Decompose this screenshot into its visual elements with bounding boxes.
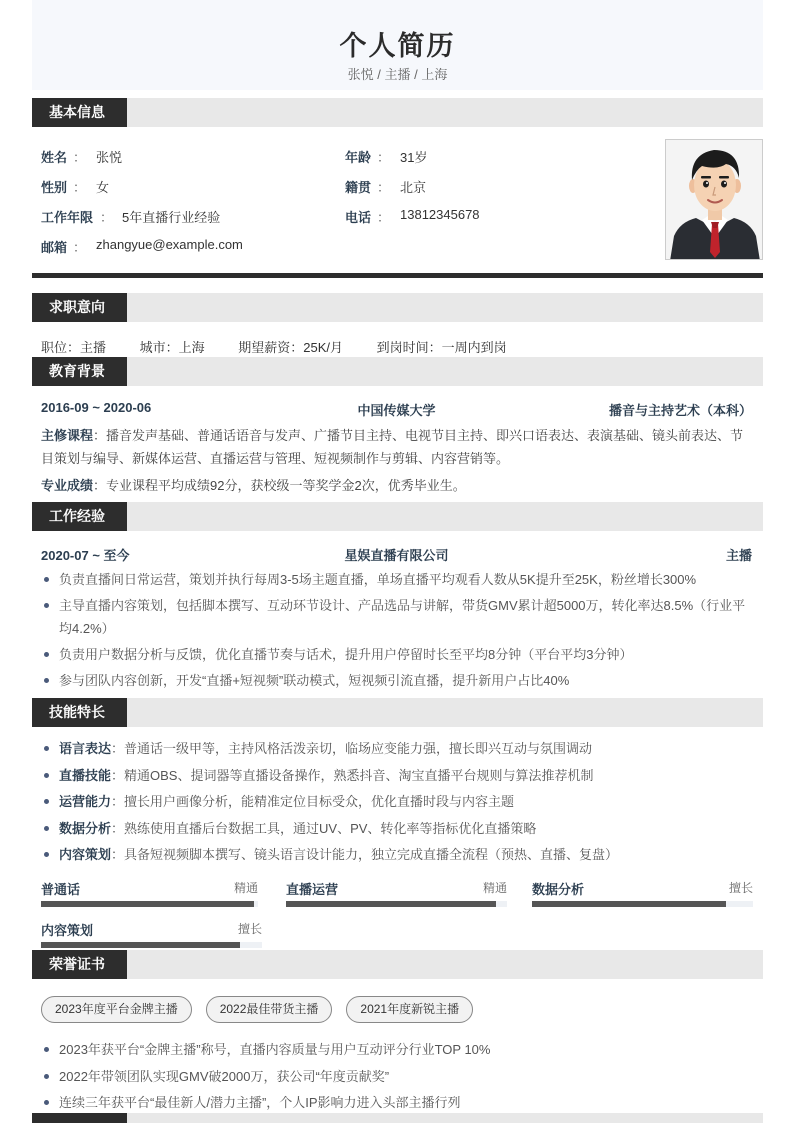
- courses-text: ：播音发声基础、普通话语音与发声、广播节目主持、电视节目主持、即兴口语表达、表演基础、镜头前表达、节目策划与编导、新媒体运营、直播运营与管理、短视频制作与剪辑、内容营销等。: [41, 428, 744, 466]
- education-school: 中国传媒大学: [357, 403, 436, 418]
- list-item: [41, 843, 755, 866]
- list-item: 主导直播内容策划，包括脚本撰写、互动环节设计、产品选品与讲解，带货GMV累计超5000万，转化率达8.5%（行业平均4.2%）: [41, 594, 755, 640]
- skill-bar-fill: [532, 901, 726, 907]
- list-item: 参与团队内容创新，开发“直播+短视频”联动模式，短视频引流直播，提升新用户占比40%: [41, 669, 755, 692]
- intent-city: 城市：上海: [139, 340, 205, 355]
- skill-label: 内容策划: [59, 847, 112, 862]
- resume-header: [32, 0, 763, 90]
- grades-label: 专业成绩: [41, 478, 94, 493]
- name-value: 张悦: [96, 150, 123, 165]
- skill-text: ：精通OBS、提词器等直播设备操作，熟悉抖音、淘宝直播平台规则与算法推荐机制: [111, 767, 594, 783]
- page-title: 个人简历: [339, 31, 456, 61]
- avatar-illustration-icon: [666, 140, 763, 260]
- colon: ：: [377, 180, 391, 195]
- honor-tags: [41, 996, 473, 1023]
- skill-text: ：擅长用户画像分析，能精准定位目标受众，优化直播时段与内容主题: [111, 794, 515, 809]
- skill-bar-name: 普通话: [41, 882, 81, 897]
- intent-salary: 期望薪资：25K/月: [238, 340, 344, 355]
- next-section-edge: [32, 1113, 763, 1123]
- skill-bar-track: [532, 901, 753, 907]
- phone-value: 13812345678: [400, 207, 480, 222]
- section-basic-info: [32, 98, 763, 127]
- section-job-intent: [32, 293, 763, 322]
- list-item: [41, 817, 755, 840]
- skill-bar-level: 擅长: [237, 922, 262, 936]
- skills-list: [41, 737, 755, 866]
- education-row: [41, 400, 752, 418]
- education-courses: [41, 424, 755, 470]
- skill-text: ：普通话一级甲等，主持风格活泼亲切，临场应变能力强，擅长即兴互动与氛围调动: [111, 741, 593, 756]
- phone-label: 电话: [345, 210, 372, 225]
- skill-bar-track: [41, 942, 262, 948]
- age-label: 年龄: [345, 150, 372, 165]
- skill-label: 数据分析: [59, 820, 112, 836]
- skill-bar-level: 擅长: [728, 881, 753, 895]
- courses-label: 主修课程: [41, 428, 94, 443]
- section-title: 工作经验: [32, 502, 127, 531]
- skill-bar-fill: [286, 901, 496, 907]
- skill-bar-name: 数据分析: [532, 882, 585, 897]
- list-item: [41, 737, 755, 760]
- honor-tag: 2022最佳带货主播: [206, 996, 333, 1023]
- skill-label: 直播技能: [59, 767, 112, 783]
- list-item: 负责用户数据分析与反馈，优化直播节奏与话术，提升用户停留时长至平均8分钟（平台平均3分钟）: [41, 643, 755, 666]
- email-label: 邮箱: [41, 240, 68, 255]
- skill-bar-name: 内容策划: [41, 923, 94, 938]
- years-value: 5年直播行业经验: [122, 210, 221, 225]
- education-major: 播音与主持艺术（本科）: [608, 403, 752, 418]
- education-grades: [41, 474, 755, 497]
- colon: ：: [100, 210, 114, 225]
- email-value: zhangyue@example.com: [96, 237, 243, 252]
- colon: ：: [377, 210, 391, 225]
- list-item: 负责直播间日常运营，策划并执行每周3-5场主题直播，单场直播平均观看人数从5K提升至25K，粉丝增长300%: [41, 568, 755, 591]
- divider: [32, 273, 763, 278]
- page-subtitle: 张悦 / 主播 / 上海: [347, 67, 448, 82]
- section-skills: [32, 698, 763, 727]
- skill-bar-level: 精通: [482, 881, 507, 895]
- skill-bar-track: [41, 901, 258, 907]
- section-honors: [32, 950, 763, 979]
- work-company: 星娱直播有限公司: [344, 548, 449, 563]
- section-title: 求职意向: [32, 293, 127, 322]
- honor-tag: 2021年度新锐主播: [346, 996, 473, 1023]
- grades-text: ：专业课程平均成绩92分，获校级一等奖学金2次，优秀毕业生。: [93, 478, 466, 493]
- section-title: 荣誉证书: [32, 950, 127, 979]
- intent-position: 职位：主播: [41, 340, 107, 355]
- work-period: 2020-07 ~ 至今: [41, 548, 130, 563]
- gender-value: 女: [96, 180, 110, 195]
- colon: ：: [73, 150, 87, 165]
- years-label: 工作年限: [41, 210, 94, 225]
- name-label: 姓名: [41, 150, 68, 165]
- skill-bar-fill: [41, 901, 254, 907]
- list-item: [41, 790, 755, 813]
- education-period: 2016-09 ~ 2020-06: [41, 400, 152, 415]
- honor-tag: 2023年度平台金牌主播: [41, 996, 192, 1023]
- section-title: 基本信息: [32, 98, 127, 127]
- work-list: [41, 568, 755, 692]
- skill-text: ：熟练使用直播后台数据工具，通过UV、PV、转化率等指标优化直播策略: [111, 820, 537, 836]
- skill-label: 运营能力: [59, 794, 112, 809]
- skill-text: ：具备短视频脚本撰写、镜头语言设计能力，独立完成直播全流程（预热、直播、复盘）: [111, 847, 619, 862]
- work-row: [41, 545, 752, 564]
- hometown-label: 籍贯: [345, 180, 372, 195]
- skill-bar-name: 直播运营: [286, 882, 339, 897]
- list-item: 连续三年获平台“最佳新人/潜力主播”，个人IP影响力进入头部主播行列: [41, 1091, 755, 1114]
- avatar: [665, 139, 763, 260]
- section-title: 技能特长: [32, 698, 127, 727]
- list-item: [41, 764, 755, 787]
- skill-label: 语言表达: [59, 741, 112, 756]
- skill-bar-level: 精通: [233, 881, 258, 895]
- colon: ：: [73, 240, 87, 255]
- section-title: 教育背景: [32, 357, 127, 386]
- section-work: [32, 502, 763, 531]
- section-education: [32, 357, 763, 386]
- hometown-value: 北京: [400, 180, 427, 195]
- skill-bar-track: [286, 901, 507, 907]
- list-item: 2022年带领团队实现GMV破2000万，获公司“年度贡献奖”: [41, 1065, 755, 1088]
- work-role: 主播: [725, 548, 752, 563]
- honors-list: [41, 1038, 755, 1114]
- age-value: 31岁: [400, 150, 428, 165]
- gender-label: 性别: [41, 180, 68, 195]
- job-intent-row: [41, 337, 537, 356]
- intent-arrival: 到岗时间：一周内到岗: [376, 340, 507, 355]
- skill-bar-fill: [41, 942, 240, 948]
- colon: ：: [377, 150, 391, 165]
- colon: ：: [73, 180, 87, 195]
- list-item: 2023年获平台“金牌主播”称号，直播内容质量与用户互动评分行业TOP 10%: [41, 1038, 755, 1061]
